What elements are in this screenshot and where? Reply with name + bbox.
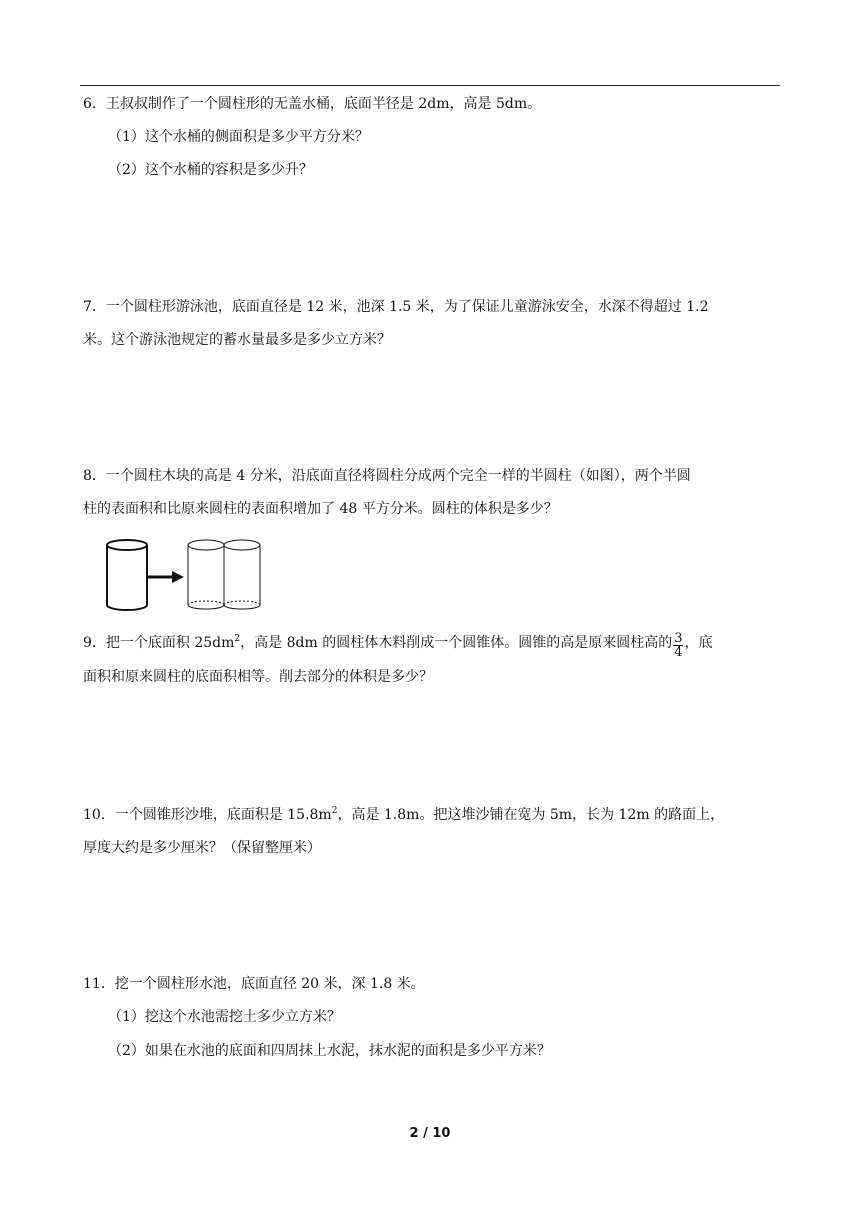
q8-line1: 8．一个圆柱木块的高是 4 分米，沿底面直径将圆柱分成两个完全一样的半圆柱（如图），两个半圆 [83,468,691,484]
q9-line2: 面积和原来圆柱的底面积相等。削去部分的体积是多少？ [83,669,433,685]
q6-sub1: （1）这个水桶的侧面积是多少平方分米？ [108,129,369,145]
q10-line1-a: 10．一个圆锥形沙堆，底面积是 15.8m [83,807,332,823]
q10-line1 [83,806,724,824]
cylinder-split-figure [100,535,270,615]
q9-fraction-numerator: 3 [674,631,683,646]
q7-line1: 7．一个圆柱形游泳池，底面直径是 12 米，池深 1.5 米，为了保证儿童游泳安全，水深不得超过 1.2 [83,299,709,315]
whole-cylinder [107,540,147,610]
half-cylinders [188,540,260,609]
header-rule [80,85,780,86]
q11-text: 11．挖一个圆柱形水池，底面直径 20 米，深 1.8 米。 [83,976,425,992]
q9-superscript: 2 [234,634,241,644]
q9-line1-a: 9．把一个底面积 25dm [83,635,235,651]
q11-sub2: （2）如果在水池的底面和四周抹上水泥，抹水泥的面积是多少平方米？ [108,1043,551,1059]
q6-text: 6．王叔叔制作了一个圆柱形的无盖水桶，底面半径是 2dm，高是 5dm。 [83,96,542,112]
q9-fraction [673,632,683,659]
q10-line2: 厚度大约是多少厘米？（保留整厘米） [83,840,321,856]
arrow-icon [147,571,184,583]
q10-superscript: 2 [331,806,338,816]
q10-line1-b: ，高是 1.8m。把这堆沙铺在宽为 5m，长为 12m 的路面上， [337,807,725,823]
q9-line1-b: ，高是 8dm 的圆柱体木料削成一个圆锥体。圆锥的高是原来圆柱高的 [240,635,673,651]
q6-sub2: （2）这个水桶的容积是多少升？ [108,162,313,178]
q9-line1-c: ，底 [684,635,713,651]
q7-line2: 米。这个游泳池规定的蓄水量最多是多少立方米？ [83,332,391,348]
q11-sub1: （1）挖这个水池需挖土多少立方米？ [108,1009,341,1025]
q9-fraction-denominator: 4 [674,645,683,660]
q9-line1 [83,632,712,659]
q8-line2: 柱的表面积和比原来圆柱的表面积增加了 48 平方分米。圆柱的体积是多少？ [83,501,558,517]
page-number: 2 / 10 [409,1126,451,1141]
